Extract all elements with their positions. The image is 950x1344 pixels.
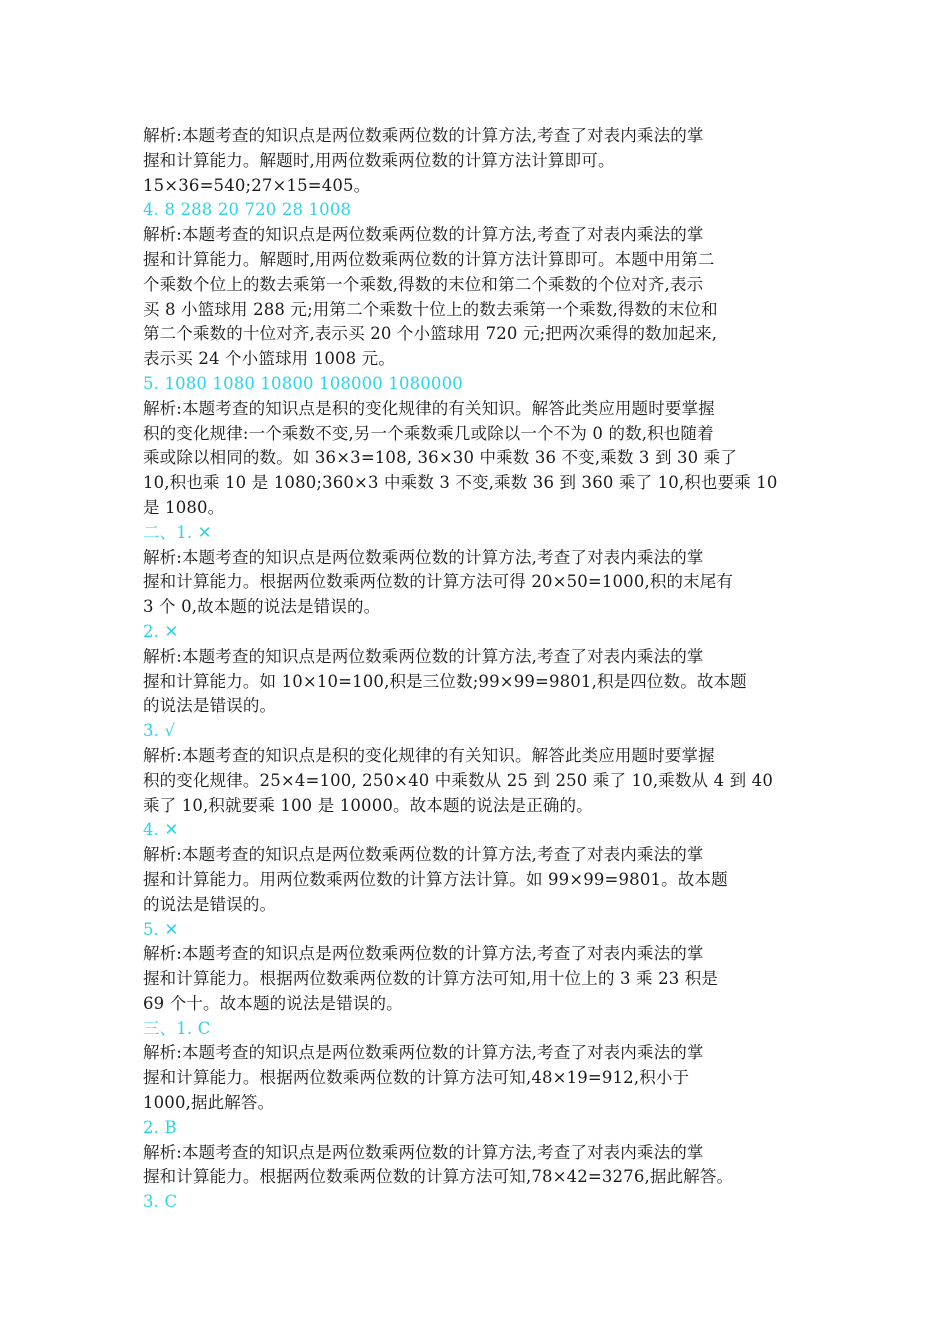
explanation-line: 解析:本题考查的知识点是积的变化规律的有关知识。解答此类应用题时要掌握 (143, 398, 715, 418)
answer-line: 5. ✕ (143, 919, 179, 939)
explanation-line: 握和计算能力。根据两位数乘两位数的计算方法可知,78×42=3276,据此解答。 (143, 1167, 734, 1187)
explanation-line: 解析:本题考查的知识点是两位数乘两位数的计算方法,考查了对表内乘法的掌 (143, 225, 704, 245)
answer-line: 5. 1080 1080 10800 108000 1080000 (143, 373, 463, 393)
answer-line: 2. ✕ (143, 621, 179, 641)
explanation-line: 握和计算能力。用两位数乘两位数的计算方法计算。如 99×99=9801。故本题 (143, 869, 728, 889)
explanation-line: 表示买 24 个小篮球用 1008 元。 (143, 349, 395, 369)
explanation-line: 69 个十。故本题的说法是错误的。 (143, 993, 403, 1013)
explanation-line: 积的变化规律。25×4=100, 250×40 中乘数从 25 到 250 乘了 10,乘数从 4 到 40 (143, 770, 773, 790)
explanation-line: 解析:本题考查的知识点是两位数乘两位数的计算方法,考查了对表内乘法的掌 (143, 1142, 704, 1162)
answer-line: 三、1. C (143, 1018, 211, 1038)
answer-line: 3. C (143, 1192, 178, 1212)
answer-line: 4. 8 288 20 720 28 1008 (143, 200, 352, 220)
answer-line: 3. √ (143, 721, 176, 741)
explanation-line: 个乘数个位上的数去乘第一个乘数,得数的末位和第二个乘数的个位对齐,表示 (143, 274, 704, 294)
explanation-line: 解析:本题考查的知识点是两位数乘两位数的计算方法,考查了对表内乘法的掌 (143, 944, 704, 964)
explanation-line: 10,积也乘 10 是 1080;360×3 中乘数 3 不变,乘数 36 到 360 乘了 10,积也要乘 10 (143, 473, 778, 493)
explanation-line: 解析:本题考查的知识点是两位数乘两位数的计算方法,考查了对表内乘法的掌 (143, 547, 704, 567)
explanation-line: 15×36=540;27×15=405。 (143, 175, 371, 195)
explanation-line: 乘了 10,积就要乘 100 是 10000。故本题的说法是正确的。 (143, 795, 593, 815)
explanation-line: 解析:本题考查的知识点是两位数乘两位数的计算方法,考查了对表内乘法的掌 (143, 1043, 704, 1063)
explanation-line: 积的变化规律:一个乘数不变,另一个乘数乘几或除以一个不为 0 的数,积也随着 (143, 423, 714, 443)
explanation-line: 握和计算能力。根据两位数乘两位数的计算方法可知,48×19=912,积小于 (143, 1068, 690, 1088)
explanation-line: 买 8 小篮球用 288 元;用第二个乘数十位上的数去乘第一个乘数,得数的末位和 (143, 299, 718, 319)
explanation-line: 第二个乘数的十位对齐,表示买 20 个小篮球用 720 元;把两次乘得的数加起来, (143, 324, 718, 344)
explanation-line: 的说法是错误的。 (143, 696, 277, 716)
explanation-line: 握和计算能力。根据两位数乘两位数的计算方法可知,用十位上的 3 乘 23 积是 (143, 969, 719, 989)
explanation-line: 解析:本题考查的知识点是积的变化规律的有关知识。解答此类应用题时要掌握 (143, 745, 715, 765)
answer-line: 4. ✕ (143, 820, 179, 840)
explanation-line: 是 1080。 (143, 497, 225, 517)
explanation-line: 解析:本题考查的知识点是两位数乘两位数的计算方法,考查了对表内乘法的掌 (143, 845, 704, 865)
explanation-line: 的说法是错误的。 (143, 894, 277, 914)
explanation-line: 乘或除以相同的数。如 36×3=108, 36×30 中乘数 36 不变,乘数 3 到 30 乘了 (143, 448, 737, 468)
explanation-line: 握和计算能力。根据两位数乘两位数的计算方法可得 20×50=1000,积的末尾有 (143, 572, 734, 592)
explanation-line: 解析:本题考查的知识点是两位数乘两位数的计算方法,考查了对表内乘法的掌 (143, 126, 704, 145)
explanation-line: 握和计算能力。解题时,用两位数乘两位数的计算方法计算即可。本题中用第二 (143, 249, 715, 269)
explanation-line: 3 个 0,故本题的说法是错误的。 (143, 597, 381, 617)
explanation-line: 握和计算能力。如 10×10=100,积是三位数;99×99=9801,积是四位数。故本题 (143, 671, 747, 691)
explanation-line: 握和计算能力。解题时,用两位数乘两位数的计算方法计算即可。 (143, 150, 615, 170)
answer-line: 二、1. ✕ (143, 522, 212, 542)
answer-line: 2. B (143, 1117, 177, 1137)
explanation-line: 1000,据此解答。 (143, 1093, 275, 1113)
answer-key-page (143, 124, 823, 1215)
explanation-line: 解析:本题考查的知识点是两位数乘两位数的计算方法,考查了对表内乘法的掌 (143, 646, 704, 666)
